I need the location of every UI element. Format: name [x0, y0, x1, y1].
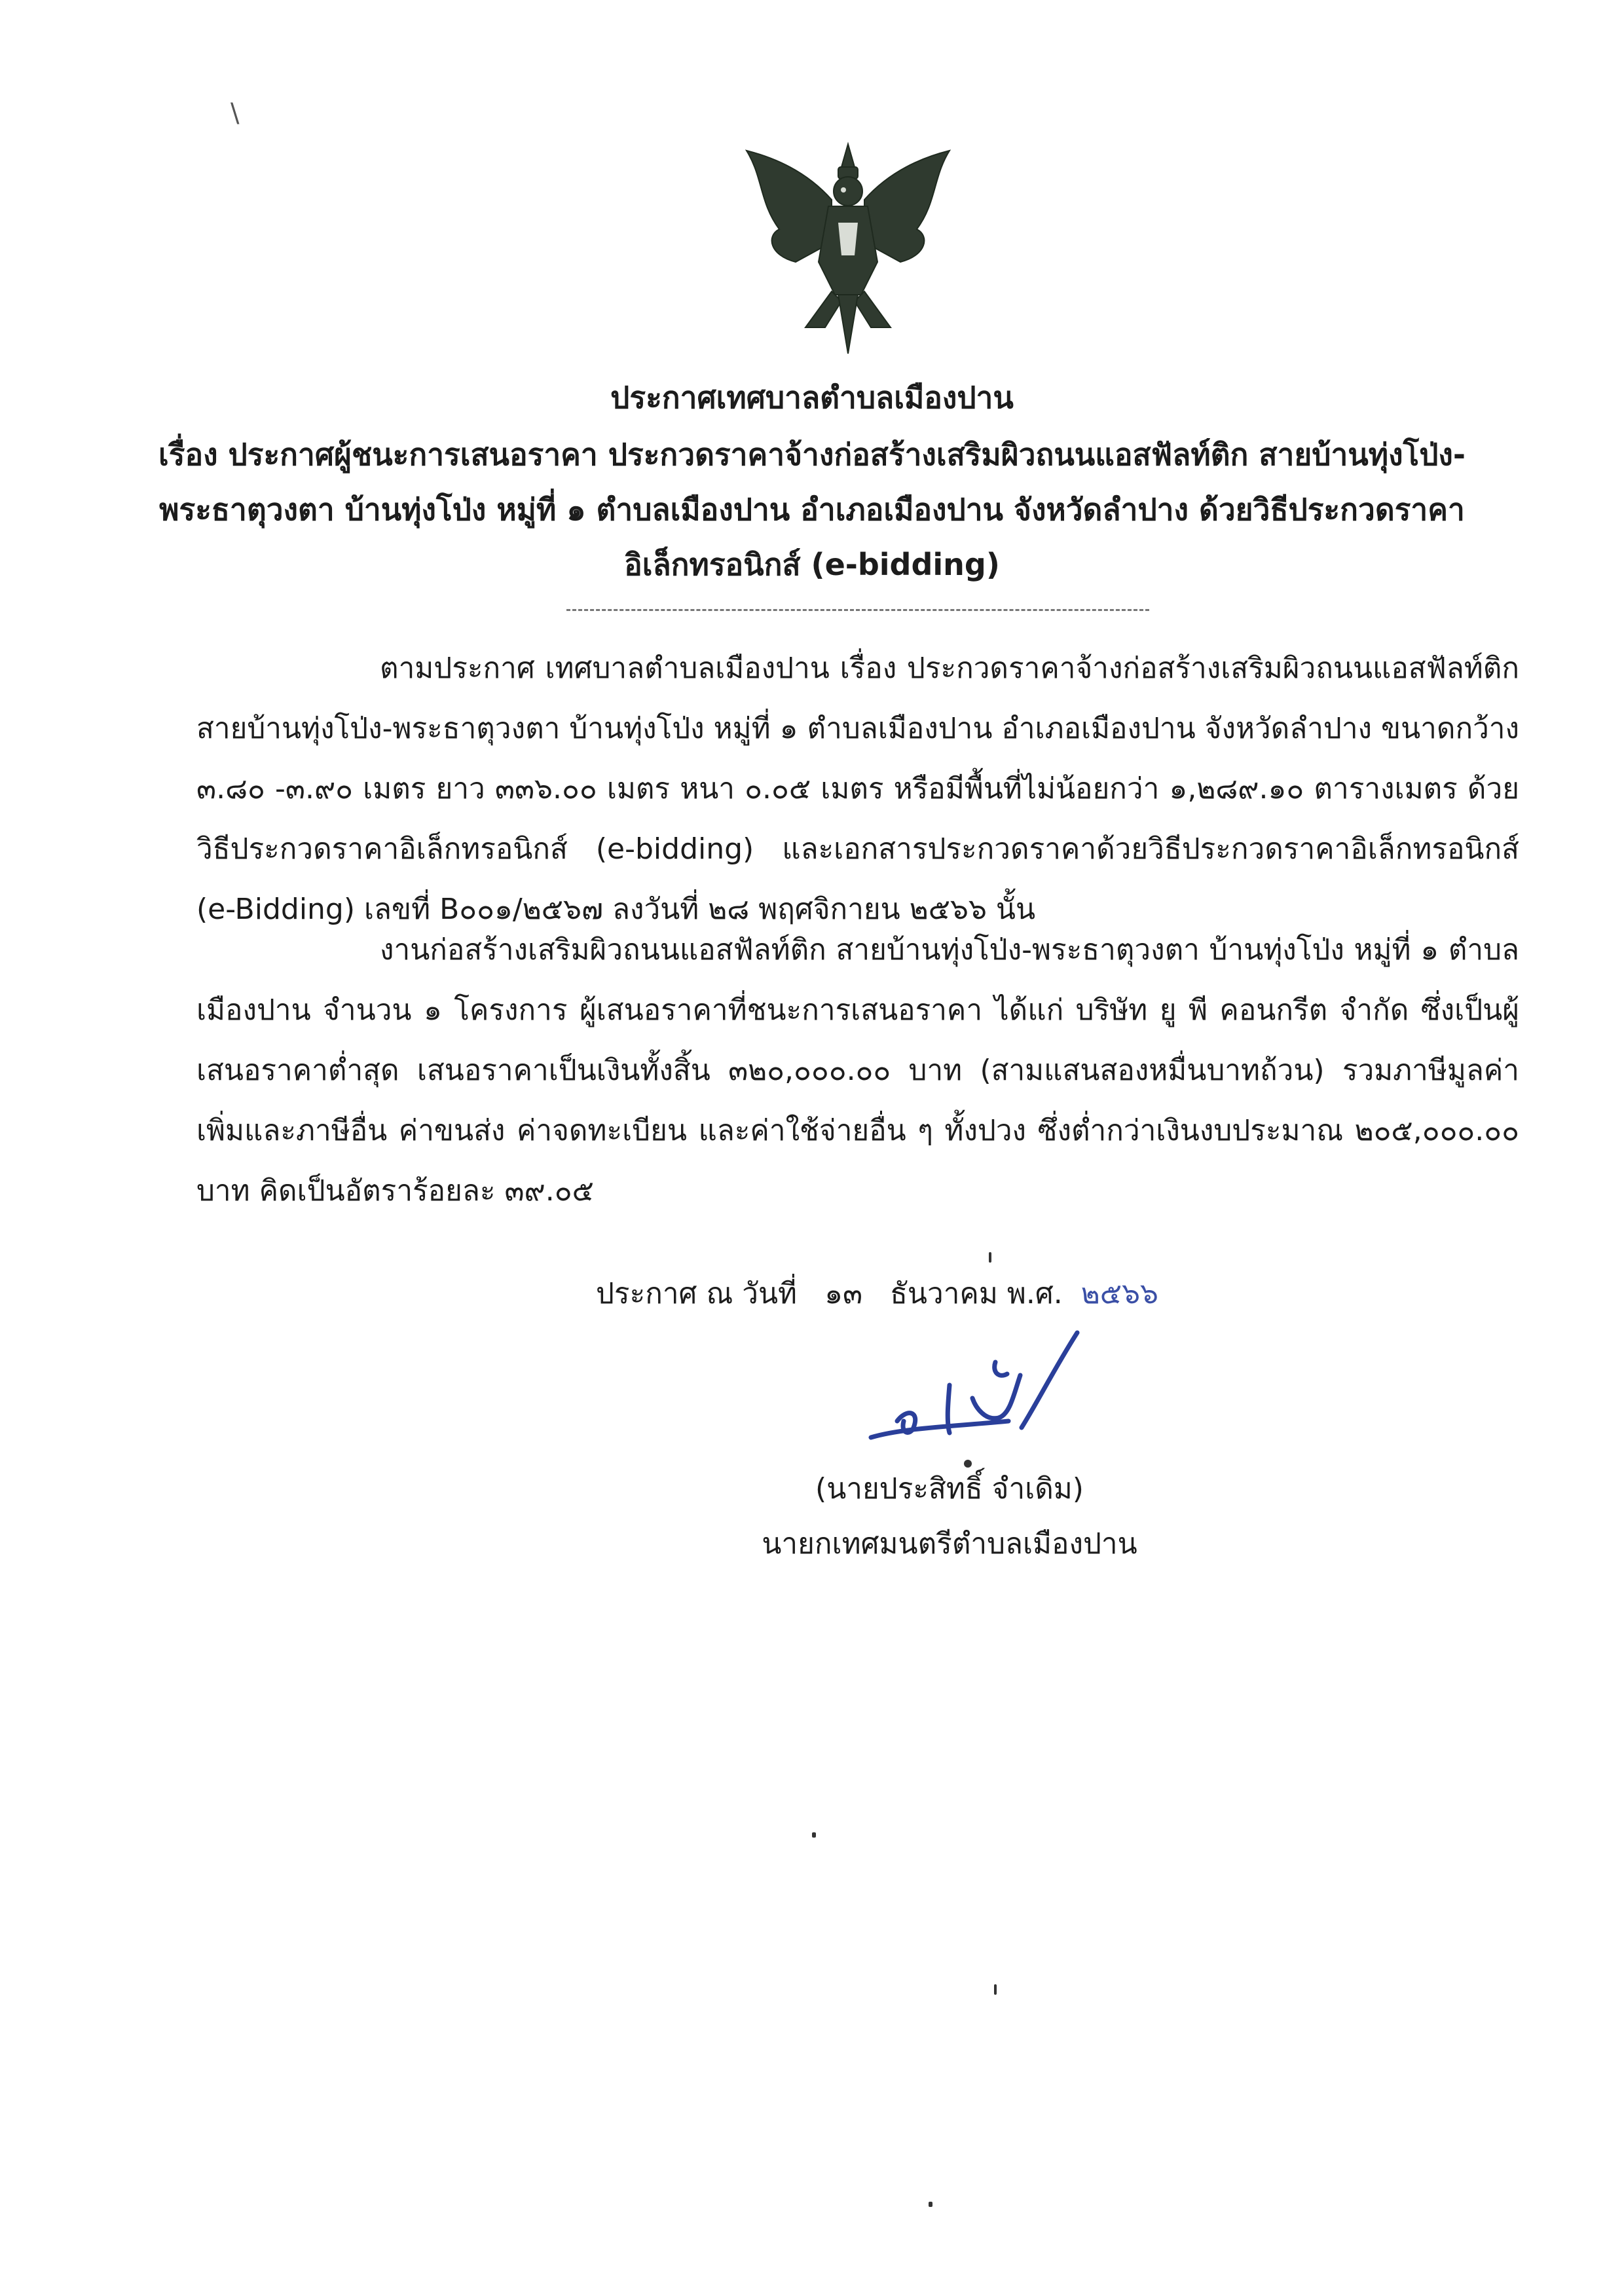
- date-year: ๒๕๖๖: [1080, 1277, 1158, 1310]
- header-divider: [566, 609, 1149, 611]
- signer-position: นายกเทศมนตรีตำบลเมืองปาน: [762, 1527, 1137, 1561]
- scan-speck: [989, 1252, 991, 1263]
- scan-speck: [994, 1984, 997, 1995]
- scan-speck: [812, 1832, 816, 1838]
- date-month-era: ธันวาคม พ.ศ.: [890, 1277, 1063, 1310]
- signer-name: (นายประสิทธิ์ จำเดิม): [815, 1472, 1084, 1506]
- signature-icon: [858, 1323, 1120, 1473]
- date-prefix: ประกาศ ณ วันที่: [596, 1277, 798, 1310]
- garuda-emblem-icon: [733, 131, 963, 360]
- margin-mark: \: [231, 98, 240, 128]
- announcement-date-line: [596, 1270, 1158, 1316]
- body-paragraph-2: งานก่อสร้างเสริมผิวถนนแอสฟัลท์ติก สายบ้านทุ่งโป่ง-พระธาตุวงตา บ้านทุ่งโป่ง หมู่ที่ ๑ ตำบลเมืองปาน จำนวน ๑ โครงการ ผู้เสนอราคาที่ชนะการเสนอราคา ได้แก่ บริษัท ยู พี คอนกรีต จำกัด ซึ่งเป็นผู้เสนอราคาต่ำสุด เสนอราคาเป็นเงินทั้งสิ้น ๓๒๐,๐๐๐.๐๐ บาท (สามแสนสองหมื่นบาทถ้วน) รวมภาษีมูลค่าเพิ่มและภาษีอื่น ค่าขนส่ง ค่าจดทะเบียน และค่าใช้จ่ายอื่น ๆ ทั้งปวง ซึ่งต่ำกว่าเงินงบประมาณ ๒๐๕,๐๐๐.๐๐ บาท คิดเป็นอัตราร้อยละ ๓๙.๐๕: [196, 933, 1519, 1208]
- date-day: ๑๓: [824, 1277, 863, 1310]
- body-paragraph-1: ตามประกาศ เทศบาลตำบลเมืองปาน เรื่อง ประกวดราคาจ้างก่อสร้างเสริมผิวถนนแอสฟัลท์ติก สายบ้านทุ่งโป่ง-พระธาตุวงตา บ้านทุ่งโป่ง หมู่ที่ ๑ ตำบลเมืองปาน อำเภอเมืองปาน จังหวัดลำปาง ขนาดกว้าง ๓.๘๐ -๓.๙๐ เมตร ยาว ๓๓๖.๐๐ เมตร หนา ๐.๐๕ เมตร หรือมีพื้นที่ไม่น้อยกว่า ๑,๒๘๙.๑๐ ตารางเมตร ด้วยวิธีประกวดราคาอิเล็กทรอนิกส์ (e-bidding) และเอกสารประกวดราคาด้วยวิธีประกวดราคาอิเล็กทรอนิกส์ (e-Bidding) เลขที่ B๐๐๑/๒๕๖๗ ลงวันที่ ๒๘ พฤศจิกายน ๒๕๖๖ นั้น: [196, 652, 1519, 926]
- scan-speck: [929, 2202, 932, 2207]
- announcement-title: ประกาศเทศบาลตำบลเมืองปาน: [610, 380, 1014, 415]
- announcement-subject: เรื่อง ประกาศผู้ชนะการเสนอราคา ประกวดราคาจ้างก่อสร้างเสริมผิวถนนแอสฟัลท์ติก สายบ้านทุ่งโป่ง-พระธาตุวงตา บ้านทุ่งโป่ง หมู่ที่ ๑ ตำบลเมืองปาน อำเภอเมืองปาน จังหวัดลำปาง ด้วยวิธีประกวดราคาอิเล็กทรอนิกส์ (e-bidding): [158, 437, 1466, 582]
